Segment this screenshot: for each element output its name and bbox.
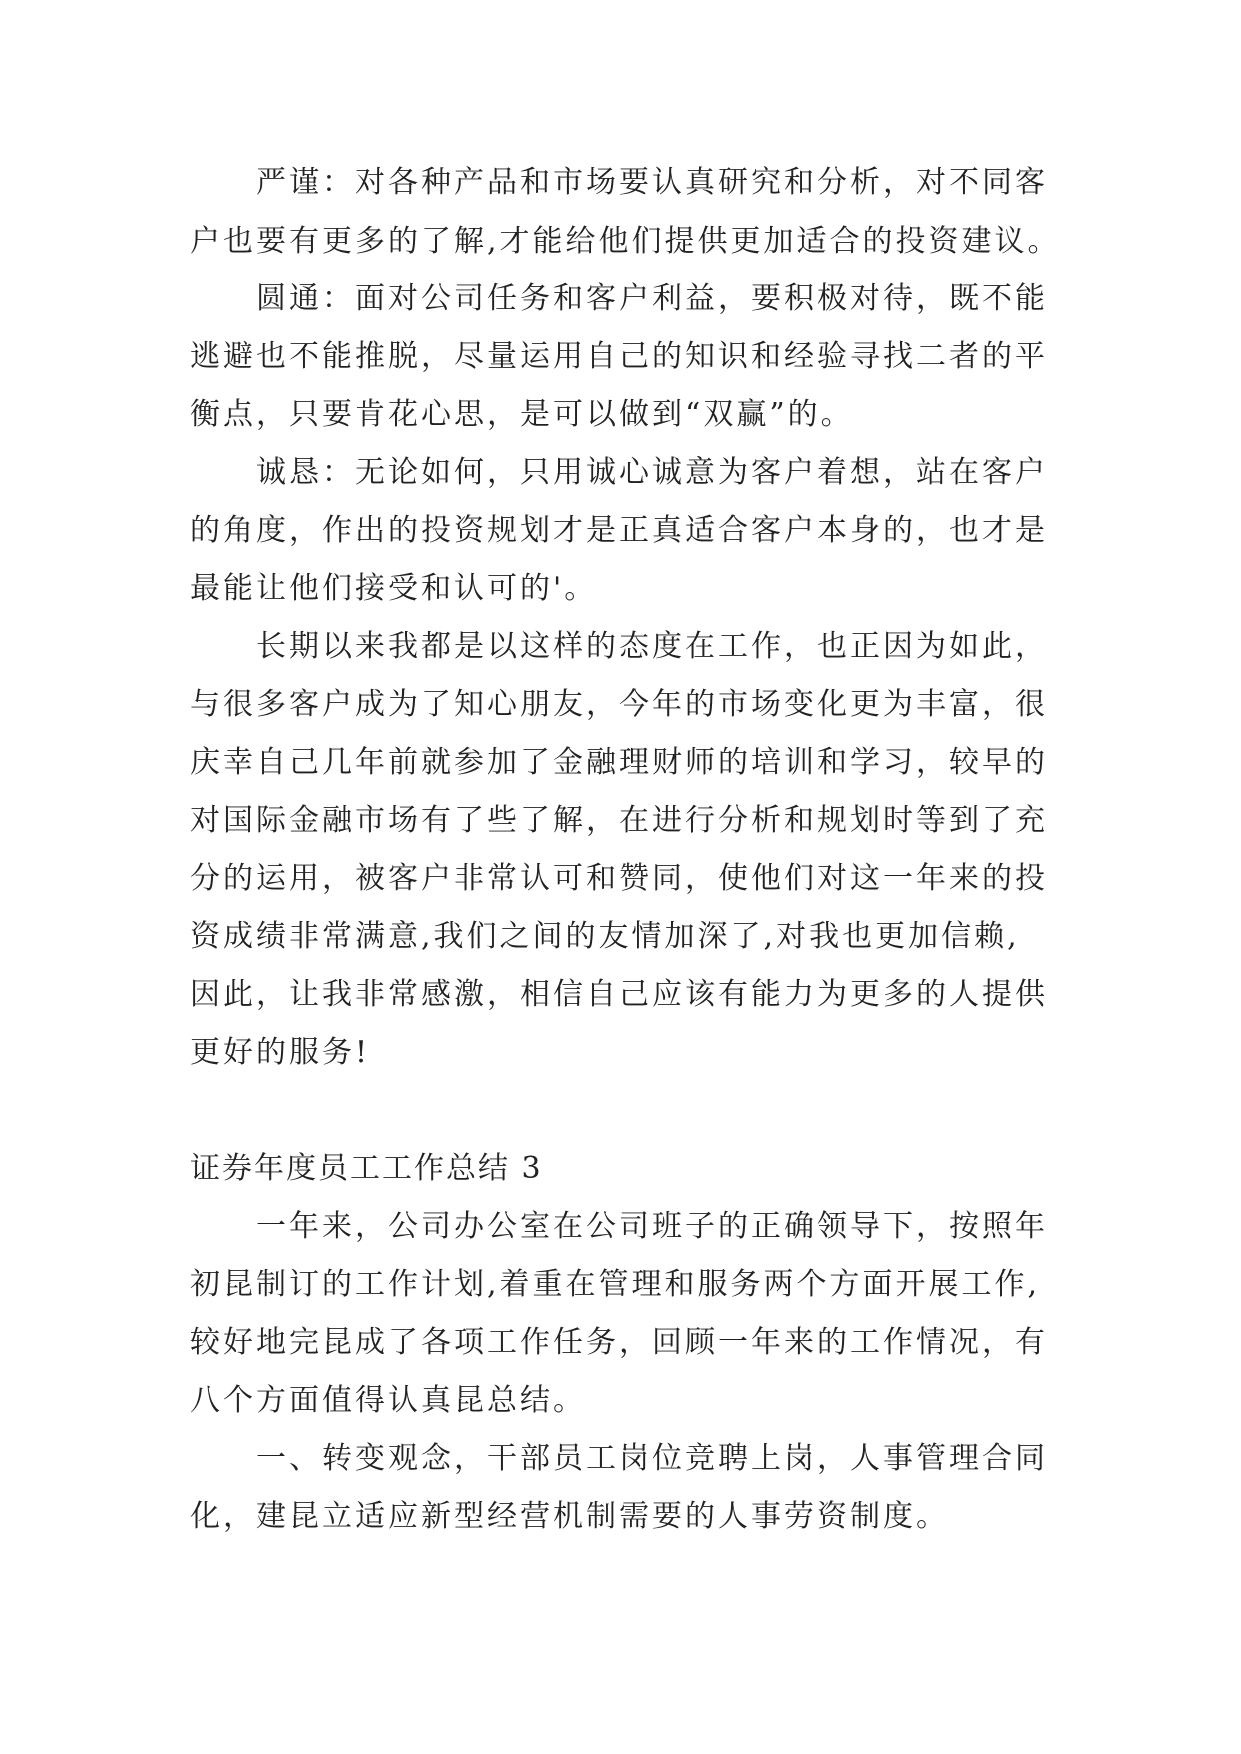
paragraph-line: 分的运用，被客户非常认可和赞同，使他们对这一年来的投 — [190, 861, 1048, 896]
paragraph-line: 诚恳：无论如何，只用诚心诚意为客户着想，站在客户 — [256, 455, 1048, 490]
paragraph-line: 化，建昆立适应新型经营机制需要的人事劳资制度。 — [190, 1499, 949, 1534]
paragraph-line: 资成绩非常满意,我们之间的友情加深了,对我也更加信赖, — [190, 919, 1020, 954]
paragraph-line: 八个方面值得认真昆总结。 — [190, 1383, 586, 1418]
paragraph-line: 衡点，只要肯花心思，是可以做到“双赢”的。 — [190, 397, 854, 432]
paragraph-line: 较好地完昆成了各项工作任务，回顾一年来的工作情况，有 — [190, 1325, 1048, 1360]
paragraph-line: 逃避也不能推脱，尽量运用自己的知识和经验寻找二者的平 — [190, 339, 1048, 374]
paragraph-line: 更好的服务! — [190, 1035, 371, 1070]
paragraph-line: 户也要有更多的了解,才能给他们提供更加适合的投资建议。 — [190, 224, 1061, 259]
paragraph-line: 长期以来我都是以这样的态度在工作，也正因为如此， — [256, 629, 1048, 664]
paragraph-line: 与很多客户成为了知心朋友，今年的市场变化更为丰富，很 — [190, 687, 1048, 722]
paragraph-line: 的角度，作出的投资规划才是正真适合客户本身的，也才是 — [190, 513, 1048, 548]
paragraph-line: 对国际金融市场有了些了解，在进行分析和规划时等到了充 — [190, 803, 1048, 838]
paragraph-line: 一、转变观念，干部员工岗位竞聘上岗，人事管理合同 — [256, 1441, 1048, 1476]
paragraph-line: 严谨：对各种产品和市场要认真研究和分析，对不同客 — [256, 165, 1048, 200]
paragraph-line: 一年来，公司办公室在公司班子的正确领导下，按照年 — [256, 1209, 1048, 1244]
paragraph-line: 最能让他们接受和认可的'。 — [190, 571, 598, 606]
paragraph-line: 因此，让我非常感激，相信自己应该有能力为更多的人提供 — [190, 977, 1048, 1012]
paragraph-line: 初昆制订的工作计划,着重在管理和服务两个方面开展工作, — [190, 1267, 1041, 1302]
paragraph-line: 圆通：面对公司任务和客户利益，要积极对待，既不能 — [256, 281, 1048, 316]
paragraph-line: 庆幸自己几年前就参加了金融理财师的培训和学习，较早的 — [190, 745, 1048, 780]
section-title: 证券年度员工工作总结 3 — [190, 1151, 543, 1186]
